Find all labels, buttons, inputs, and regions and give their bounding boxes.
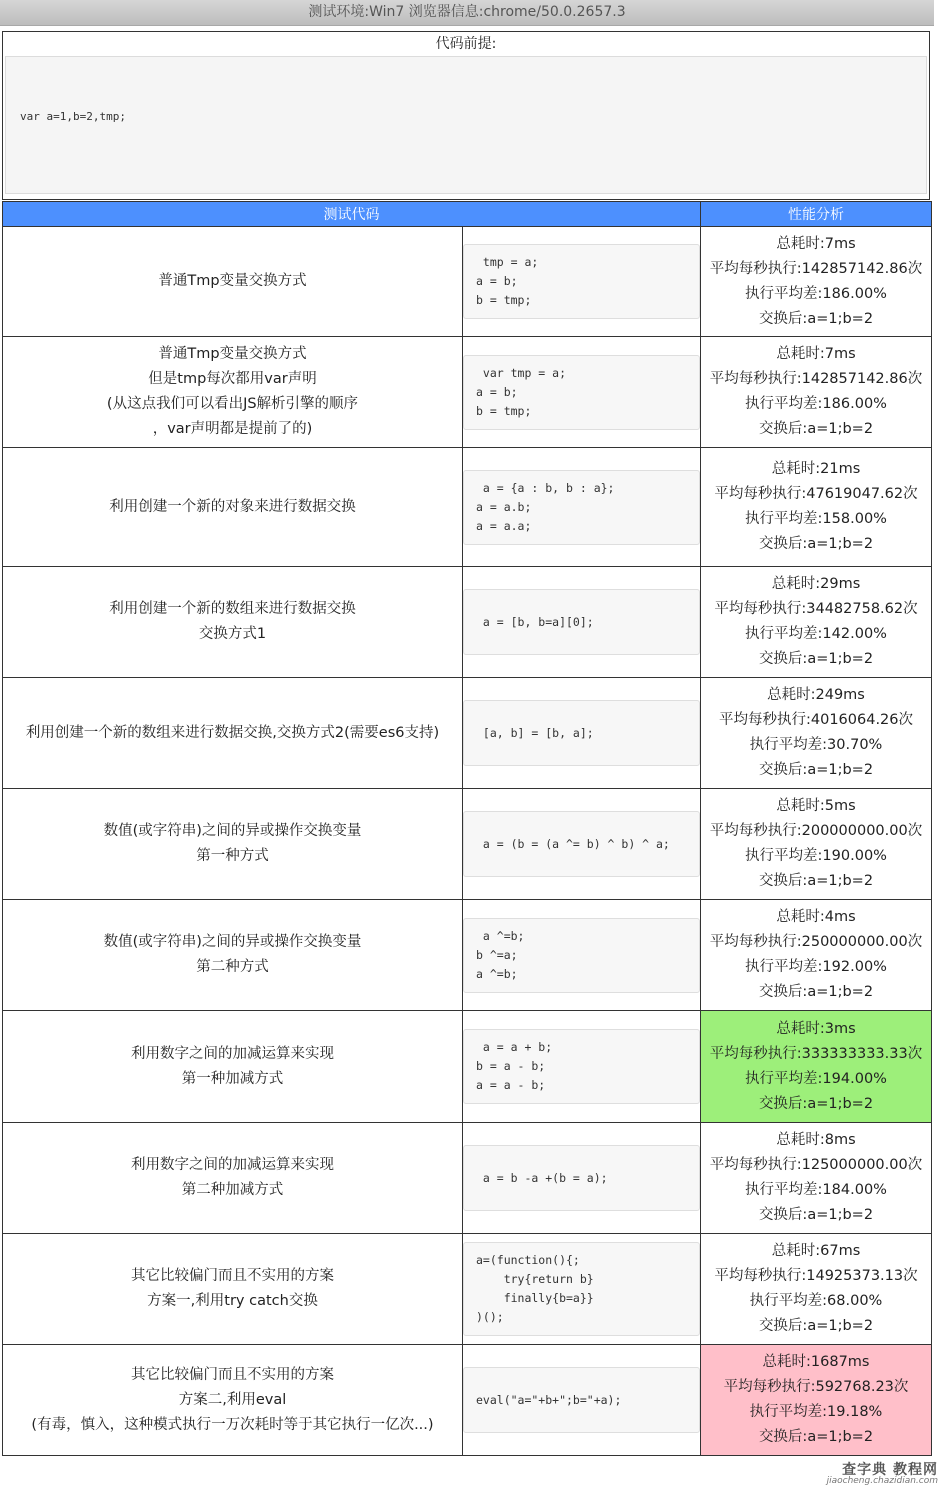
site-watermark [812,1459,940,1489]
performance-line: 交换后:a=1;b=2 [758,1318,874,1334]
performance-line: 总耗时:3ms [776,1020,856,1037]
performance-line: 执行平均差:184.00% [745,1182,887,1198]
table-row [3,1345,932,1456]
description-line: 其它比较偏门而且不实用的方案 [131,1268,334,1284]
description-line: ，var声明都是提前了的) [152,421,313,437]
performance-line: 总耗时:29ms [771,576,861,592]
performance-line: 总耗时:21ms [771,461,861,477]
performance-result [701,337,932,448]
performance-line: 总耗时:67ms [771,1243,861,1259]
table-row [3,337,932,448]
performance-line: 执行平均差:19.18% [749,1404,883,1420]
results-table [2,201,932,1456]
code-snippet: a ^=b; b ^=a; a ^=b; [463,918,700,993]
test-code-cell [463,337,701,448]
performance-line: 执行平均差:68.00% [749,1293,883,1309]
table-row [3,227,932,337]
performance-line: 总耗时:8ms [776,1132,856,1148]
performance-line: 平均每秒执行:333333333.33次 [709,1045,923,1062]
performance-line: 总耗时:7ms [776,235,856,252]
description-line: 数值(或字符串)之间的异或操作交换变量 [103,823,362,839]
description-line: 利用数字之间的加减运算来实现 [131,1157,334,1173]
description-line: 利用数字之间的加减运算来实现 [131,1045,334,1062]
description-line: 普通Tmp变量交换方式 [158,346,307,362]
table-row [3,1011,932,1123]
description-line: (有毒，慎入，这种模式执行一万次耗时等于其它执行一亿次...) [31,1416,434,1433]
performance-result [701,1345,932,1456]
precondition-title: 代码前提: [435,36,497,52]
performance-line: 总耗时:7ms [776,346,856,362]
test-code-cell [463,1234,701,1345]
environment-bar [0,0,934,26]
test-description [3,900,463,1011]
table-row [3,448,932,567]
performance-line: 执行平均差:186.00% [745,396,887,412]
code-snippet: a = (b = (a ^= b) ^ b) ^ a; [463,811,700,877]
test-description [3,448,463,567]
description-line: 第一种加减方式 [181,1070,284,1087]
description-line: 普通Tmp变量交换方式 [158,273,307,289]
performance-result [701,448,932,567]
table-row [3,1234,932,1345]
performance-line: 平均每秒执行:142857142.86次 [709,371,923,387]
code-snippet: var tmp = a; a = b; b = tmp; [463,355,700,430]
performance-line: 交换后:a=1;b=2 [758,310,874,327]
table-row [3,900,932,1011]
test-description [3,1234,463,1345]
code-snippet: a = {a : b, b : a}; a = a.b; a = a.a; [463,470,700,545]
code-snippet: a = b -a +(b = a); [463,1145,700,1211]
table-header-row [3,202,932,227]
performance-result [701,567,932,678]
precondition-code: var a=1,b=2,tmp; [5,56,927,194]
test-description [3,678,463,789]
precondition-panel [2,31,930,200]
column-header-test-code: 测试代码 [3,202,701,227]
performance-result [701,789,932,900]
test-code-cell [463,900,701,1011]
performance-line: 交换后:a=1;b=2 [758,536,874,552]
performance-line: 交换后:a=1;b=2 [758,873,874,889]
test-code-cell [463,567,701,678]
results-body [3,227,932,1456]
performance-line: 总耗时:5ms [776,798,856,814]
test-description [3,1123,463,1234]
code-snippet: a = a + b; b = a - b; a = a - b; [463,1029,700,1104]
test-code-cell [463,227,701,337]
description-line: 方案二,利用eval [178,1391,287,1408]
table-row [3,567,932,678]
test-description [3,337,463,448]
test-description [3,567,463,678]
code-snippet: a=(function(){; try{return b} finally{b=a}} )(); [463,1242,700,1336]
performance-line: 平均每秒执行:34482758.62次 [714,601,918,617]
performance-line: 平均每秒执行:200000000.00次 [709,823,923,839]
description-line: 数值(或字符串)之间的异或操作交换变量 [103,934,362,950]
performance-line: 交换后:a=1;b=2 [758,984,874,1000]
performance-result [701,1123,932,1234]
performance-line: 执行平均差:194.00% [745,1070,887,1087]
description-line: 第一种方式 [196,848,269,864]
performance-line: 平均每秒执行:14925373.13次 [714,1268,918,1284]
code-snippet: a = [b, b=a][0]; [463,589,700,655]
performance-line: 平均每秒执行:47619047.62次 [714,486,918,502]
test-description [3,1345,463,1456]
description-line: 第二种方式 [196,959,269,975]
environment-text: 测试环境:Win7 浏览器信息:chrome/50.0.2657.3 [308,4,626,20]
watermark-sub: jiaocheng.chazidian.com [826,1476,938,1486]
test-code-cell [463,678,701,789]
table-row [3,789,932,900]
description-line: 利用创建一个新的对象来进行数据交换 [109,498,356,515]
performance-line: 总耗时:1687ms [762,1354,870,1370]
test-description [3,1011,463,1123]
test-code-cell [463,448,701,567]
test-code-cell [463,1345,701,1456]
test-description [3,789,463,900]
performance-line: 执行平均差:158.00% [745,511,887,527]
performance-line: 平均每秒执行:250000000.00次 [709,934,923,950]
watermark-main: 查字典 教程网 [842,1462,938,1478]
performance-line: 执行平均差:30.70% [749,737,883,753]
performance-line: 交换后:a=1;b=2 [758,1095,874,1112]
test-code-cell [463,1011,701,1123]
code-snippet: [a, b] = [b, a]; [463,700,700,766]
description-line: 利用创建一个新的数组来进行数据交换 [109,601,356,617]
performance-line: 交换后:a=1;b=2 [758,651,874,667]
test-code-cell [463,1123,701,1234]
performance-line: 平均每秒执行:142857142.86次 [709,260,923,277]
description-line: 利用创建一个新的数组来进行数据交换,交换方式2(需要es6支持) [25,724,440,741]
performance-line: 平均每秒执行:125000000.00次 [709,1157,923,1173]
test-description [3,227,463,337]
description-line: 方案一,利用try catch交换 [147,1293,318,1309]
description-line: (从这点我们可以看出JS解析引擎的顺序 [106,396,359,412]
performance-result [701,1011,932,1123]
performance-line: 执行平均差:192.00% [745,959,887,975]
performance-result [701,900,932,1011]
code-snippet: eval("a="+b+";b="+a); [463,1367,700,1433]
performance-line: 平均每秒执行:592768.23次 [723,1379,909,1395]
table-row [3,1123,932,1234]
performance-line: 交换后:a=1;b=2 [758,1207,874,1223]
performance-line: 交换后:a=1;b=2 [758,1429,874,1445]
performance-line: 平均每秒执行:4016064.26次 [718,712,914,728]
performance-line: 总耗时:249ms [767,687,865,703]
performance-result [701,227,932,337]
column-header-performance: 性能分析 [701,202,932,227]
performance-result [701,678,932,789]
performance-line: 执行平均差:142.00% [745,626,887,642]
test-code-cell [463,789,701,900]
description-line: 交换方式1 [198,626,267,642]
description-line: 其它比较偏门而且不实用的方案 [131,1366,334,1383]
performance-line: 执行平均差:190.00% [745,848,887,864]
performance-line: 交换后:a=1;b=2 [758,421,874,437]
description-line: 第二种加减方式 [181,1182,284,1198]
performance-line: 执行平均差:186.00% [745,285,887,302]
performance-line: 总耗时:4ms [776,909,856,925]
table-row [3,678,932,789]
code-snippet: tmp = a; a = b; b = tmp; [463,244,700,319]
description-line: 但是tmp每次都用var声明 [148,371,317,387]
performance-line: 交换后:a=1;b=2 [758,762,874,778]
performance-result [701,1234,932,1345]
